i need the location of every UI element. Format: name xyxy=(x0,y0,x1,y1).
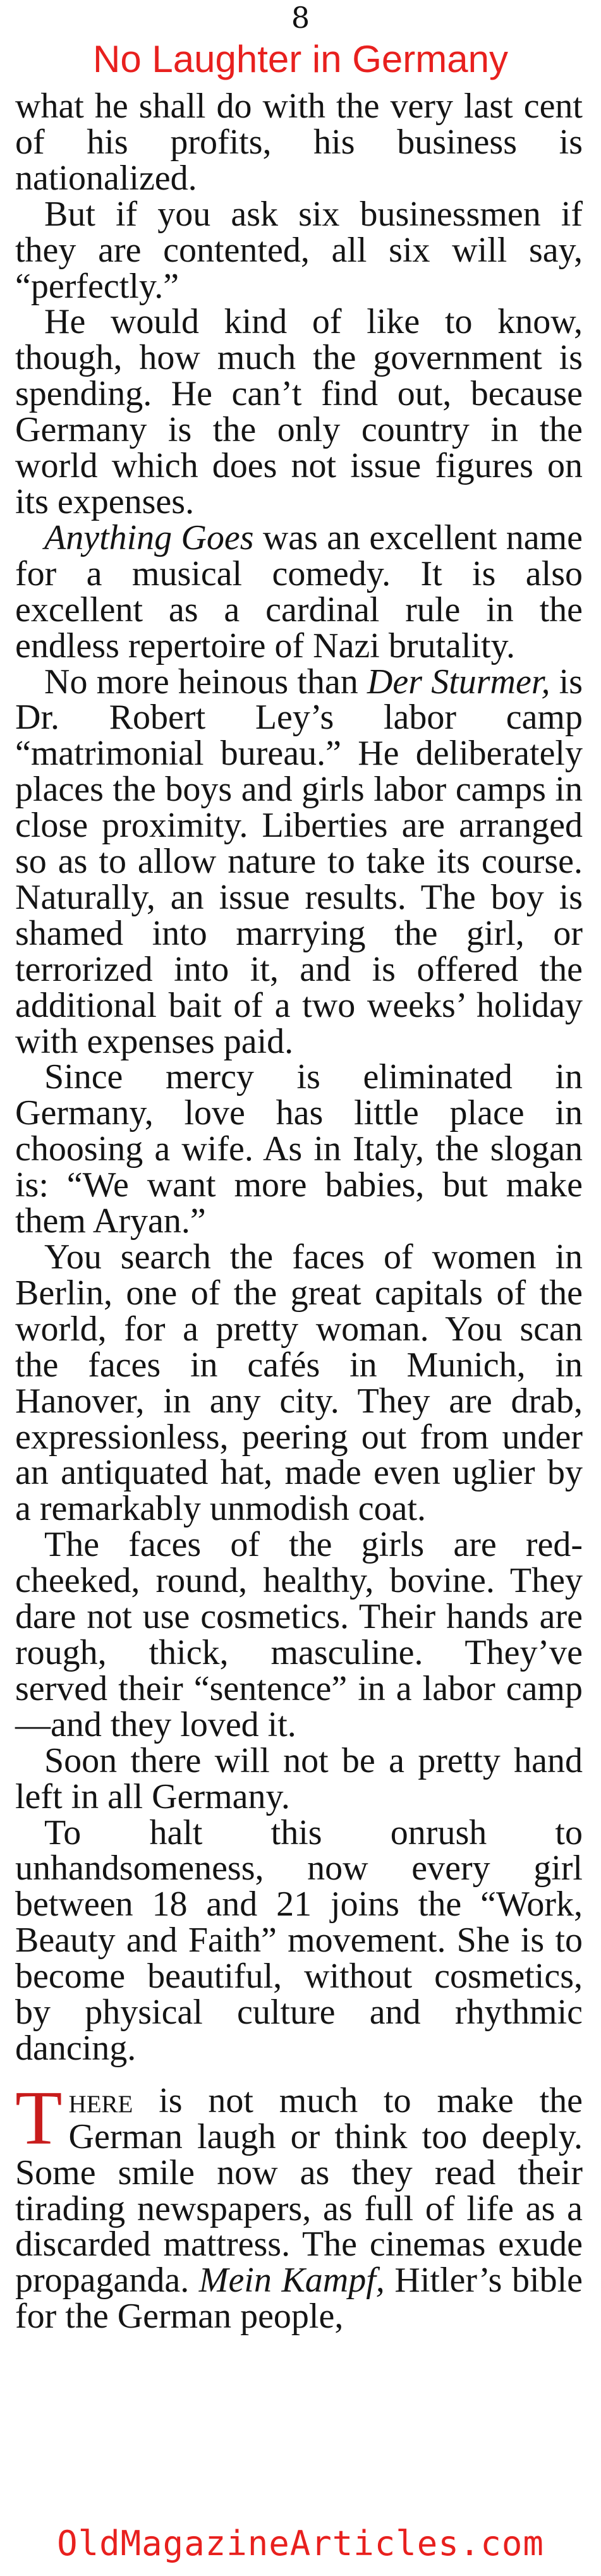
paragraph: But if you ask six businessmen if they are contented, all six will say, “perfectly.” xyxy=(15,194,583,306)
paragraph-text: is not much to make the German laugh or think too deeply. Some smile now as they read their tirading newspapers, as full of life as a discarded mattress. The cinemas exude propaganda. xyxy=(15,2081,583,2300)
drop-cap-letter: T xyxy=(15,2075,63,2161)
paragraph: what he shall do with the very last cent of his profits, his business is nationalized. xyxy=(15,87,583,198)
paragraph: Since mercy is eliminated in Germany, love has little place in choosing a wife. As in Italy, the slogan is: “We want more babies, but make them Aryan.” xyxy=(15,1057,583,1241)
italic-title: Anything Goes xyxy=(44,518,254,557)
small-caps-lead: here xyxy=(68,2081,133,2120)
paragraph xyxy=(15,520,583,664)
paragraph: He would kind of like to know, though, how much the government is spending. He can’t find out, because Germany is the only country in the world which does not issue figures on its expenses. xyxy=(15,302,583,521)
paragraph: The faces of the girls are red-cheeked, round, healthy, bovine. They dare not use cosmetics. Their hands are rough, thick, masculine. They’ve served their “sentence” in a labor camp—and they loved it. xyxy=(15,1525,583,1744)
italic-title: Mein Kampf, xyxy=(198,2261,385,2300)
paragraph: You search the faces of women in Berlin, one of the great capitals of the world, for a pretty woman. You scan the faces in cafés in Munich, in Hanover, in any city. They are drab, expressionless, peering out from under an antiquated hat, made even uglier by a remarkably unmodish coat. xyxy=(15,1237,583,1529)
paragraph: Soon there will not be a pretty hand left in all Germany. xyxy=(15,1741,583,1816)
site-watermark: OldMagazineArticles.com xyxy=(57,2524,544,2563)
paragraph-text: is Dr. Robert Ley’s labor camp “matrimonial bureau.” He deliberately places the boys and girls labor camps in close proximity. Liberties are arranged so as to allow nature to take its course. Naturally, an issue results. The boy is shamed into marrying the girl, or terrorized into it, and is offered the additional bait of a two weeks’ holiday with expenses paid. xyxy=(15,662,583,1061)
paragraph xyxy=(15,664,583,1060)
paragraph-text: Hitler’s bible for the German people, xyxy=(15,2261,583,2336)
article-headline: No Laughter in Germany xyxy=(92,38,508,80)
page-number: 8 xyxy=(291,1,310,35)
paragraph-text: was an excellent name for a musical comedy. It is also excellent as a cardinal rule in the endless repertoire of Nazi brutality. xyxy=(15,518,583,665)
dropcap-paragraph xyxy=(15,2075,583,2336)
article-column xyxy=(15,88,583,2335)
italic-title: Der Sturmer, xyxy=(367,662,550,702)
paragraph: To halt this onrush to unhandsomeness, now every girl between 18 and 21 joins the “Work, Beauty and Faith” movement. She is to become beautiful, without cosmetics, by physical culture and rhythmic dancing. xyxy=(15,1813,583,2068)
paragraph-text: No more heinous than xyxy=(44,662,367,702)
